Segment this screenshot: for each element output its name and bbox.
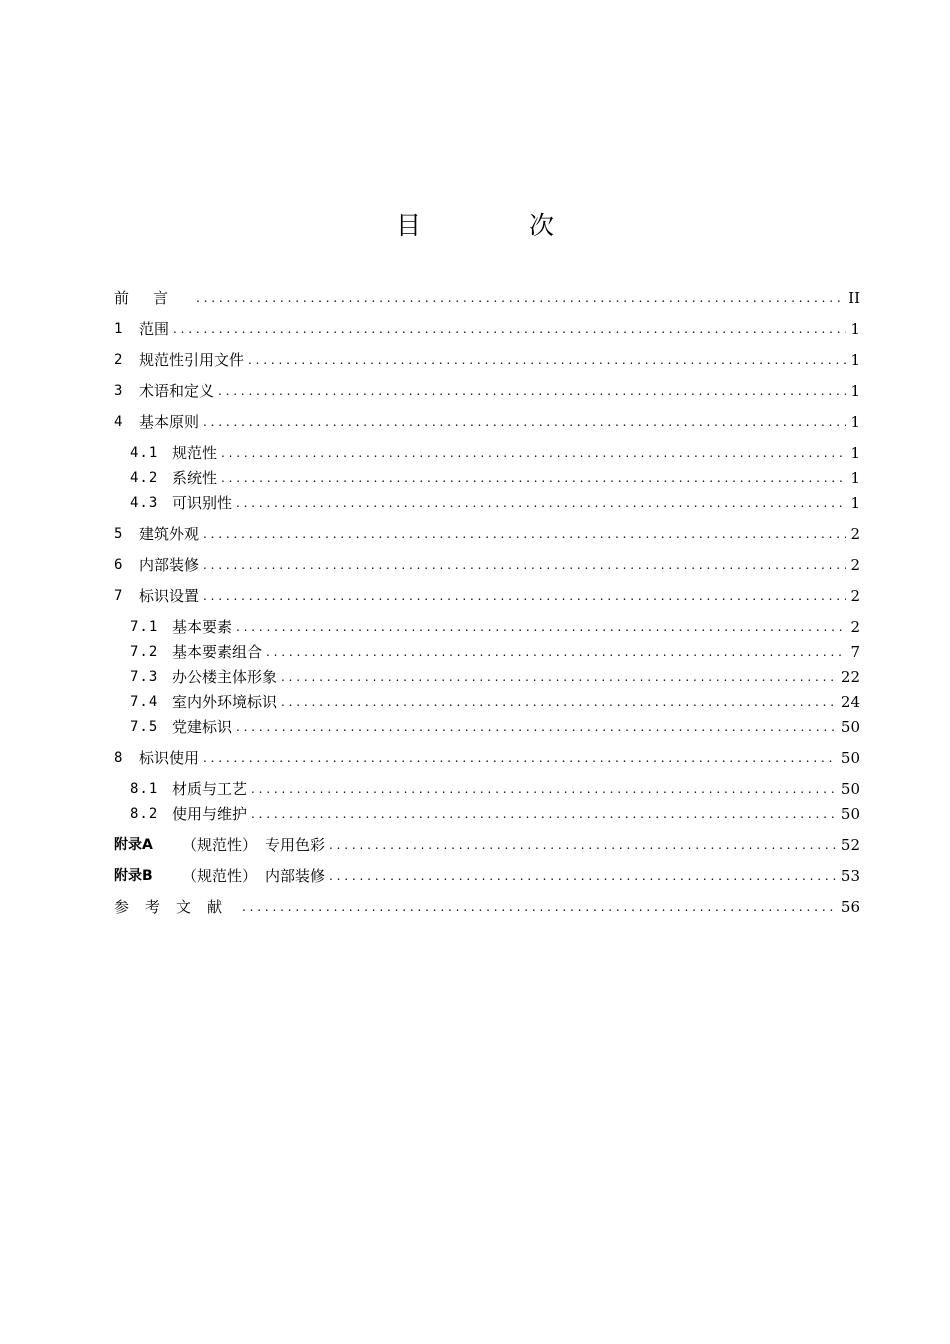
toc-entry-page: 1 xyxy=(850,413,860,431)
toc-entry-preface[interactable] xyxy=(114,287,860,309)
toc-entry-label: 规范性 xyxy=(172,444,218,462)
toc-entry-7[interactable] xyxy=(114,585,860,607)
dot-leader xyxy=(203,585,846,607)
toc-entry-label: 建筑外观 xyxy=(139,525,200,543)
toc-entry-7-5[interactable] xyxy=(130,716,860,738)
toc-entry-label: 使用与维护 xyxy=(172,805,248,823)
dot-leader xyxy=(236,716,837,738)
dot-leader xyxy=(236,616,846,638)
dot-leader xyxy=(203,523,846,545)
toc-entry-label: 基本要素 xyxy=(172,618,233,636)
toc-entry-number: 7.5 xyxy=(130,719,159,735)
toc-entry-label: 系统性 xyxy=(172,469,218,487)
toc-entry-label: 标识设置 xyxy=(139,587,200,605)
dot-leader xyxy=(248,349,846,371)
toc-entry-number: 8.2 xyxy=(130,806,159,822)
toc-entry-page: 2 xyxy=(850,587,860,605)
toc-entry-7-3[interactable] xyxy=(130,666,860,688)
toc-entry-page: 50 xyxy=(840,718,860,736)
toc-entry-2[interactable] xyxy=(114,349,860,371)
toc-entry-number: 1 xyxy=(114,321,123,337)
toc-entry-8-2[interactable] xyxy=(130,803,860,825)
dot-leader xyxy=(266,641,846,663)
page-title: 目 次 xyxy=(396,211,604,240)
toc-entry-page: 53 xyxy=(840,867,860,885)
toc-entry-label: 内部装修 xyxy=(265,867,326,885)
toc-entry-number: 7.4 xyxy=(130,694,159,710)
toc-entry-number: 3 xyxy=(114,383,123,399)
toc-entry-8-1[interactable] xyxy=(130,778,860,800)
dot-leader xyxy=(196,287,844,309)
toc-entry-7-2[interactable] xyxy=(130,641,860,663)
toc-entry-4-1[interactable] xyxy=(130,442,860,464)
toc-entry-1[interactable] xyxy=(114,318,860,340)
toc-entry-label: 基本要素组合 xyxy=(172,643,263,661)
toc-entry-number: 8.1 xyxy=(130,781,159,797)
toc-entry-5[interactable] xyxy=(114,523,860,545)
toc-entry-page: II xyxy=(848,289,860,307)
dot-leader xyxy=(251,803,837,825)
toc-entry-label: 办公楼主体形象 xyxy=(172,668,278,686)
toc-entry-6[interactable] xyxy=(114,554,860,576)
dot-leader xyxy=(203,411,846,433)
dot-leader xyxy=(203,747,837,769)
dot-leader xyxy=(281,666,837,688)
toc-entry-page: 22 xyxy=(840,668,860,686)
dot-leader xyxy=(236,492,846,514)
toc-entry-number: 4.3 xyxy=(130,495,159,511)
toc-entry-label: 参考文献 xyxy=(114,898,239,916)
toc-entry-7-4[interactable] xyxy=(130,691,860,713)
toc-entry-label: 专用色彩 xyxy=(265,836,326,854)
toc-entry-page: 1 xyxy=(850,494,860,512)
dot-leader xyxy=(329,834,837,856)
toc-entry-label: 基本原则 xyxy=(139,413,200,431)
toc-entry-tag: （规范性） xyxy=(182,836,258,854)
toc-entry-number: 8 xyxy=(114,750,123,766)
toc-entry-page: 1 xyxy=(850,382,860,400)
dot-leader xyxy=(203,554,846,576)
toc-entry-number: 附录B xyxy=(114,868,153,884)
toc-entry-3[interactable] xyxy=(114,380,860,402)
toc-entry-label: 内部装修 xyxy=(139,556,200,574)
toc-entry-label: 规范性引用文件 xyxy=(139,351,245,369)
toc-entry-page: 50 xyxy=(840,749,860,767)
dot-leader xyxy=(221,442,846,464)
toc-entry-label: 前言 xyxy=(114,289,193,307)
toc-entry-4[interactable] xyxy=(114,411,860,433)
toc-entry-number: 4.1 xyxy=(130,445,159,461)
toc-entry-references[interactable] xyxy=(114,896,860,918)
toc-entry-label: 可识别性 xyxy=(172,494,233,512)
dot-leader xyxy=(221,467,846,489)
toc-entry-page: 1 xyxy=(850,320,860,338)
toc-entry-page: 24 xyxy=(840,693,860,711)
toc-entry-appendix-a[interactable] xyxy=(114,834,860,856)
toc-entry-appendix-b[interactable] xyxy=(114,865,860,887)
dot-leader xyxy=(329,865,837,887)
toc-entry-number: 2 xyxy=(114,352,123,368)
toc-entry-page: 1 xyxy=(850,469,860,487)
toc-entry-7-1[interactable] xyxy=(130,616,860,638)
toc-entry-page: 7 xyxy=(850,643,860,661)
toc-entry-number: 5 xyxy=(114,526,123,542)
toc-entry-label: 材质与工艺 xyxy=(172,780,248,798)
toc-entry-page: 2 xyxy=(850,618,860,636)
toc-entry-number: 7.2 xyxy=(130,644,159,660)
dot-leader xyxy=(218,380,846,402)
toc-entry-page: 50 xyxy=(840,805,860,823)
toc-entry-number: 7.1 xyxy=(130,619,159,635)
toc-entry-label: 范围 xyxy=(139,320,170,338)
toc-entry-number: 7 xyxy=(114,588,123,604)
toc-entry-number: 4.2 xyxy=(130,470,159,486)
toc-entry-number: 7.3 xyxy=(130,669,159,685)
toc-entry-4-3[interactable] xyxy=(130,492,860,514)
dot-leader xyxy=(173,318,846,340)
toc-entry-page: 52 xyxy=(840,836,860,854)
toc-entry-page: 2 xyxy=(850,525,860,543)
dot-leader xyxy=(242,896,837,918)
toc-entry-4-2[interactable] xyxy=(130,467,860,489)
toc-entry-tag: （规范性） xyxy=(182,867,258,885)
toc-entry-page: 50 xyxy=(840,780,860,798)
toc-entry-number: 4 xyxy=(114,414,123,430)
toc-entry-label: 标识使用 xyxy=(139,749,200,767)
toc-entry-page: 2 xyxy=(850,556,860,574)
toc-entry-page: 1 xyxy=(850,444,860,462)
dot-leader xyxy=(281,691,837,713)
dot-leader xyxy=(251,778,837,800)
toc-entry-label: 术语和定义 xyxy=(139,382,215,400)
toc-entry-label: 党建标识 xyxy=(172,718,233,736)
toc-entry-number: 6 xyxy=(114,557,123,573)
toc-entry-8[interactable] xyxy=(114,747,860,769)
toc-entry-label: 室内外环境标识 xyxy=(172,693,278,711)
toc-entry-number: 附录A xyxy=(114,837,153,853)
toc-entry-page: 1 xyxy=(850,351,860,369)
toc-entry-page: 56 xyxy=(840,898,860,916)
